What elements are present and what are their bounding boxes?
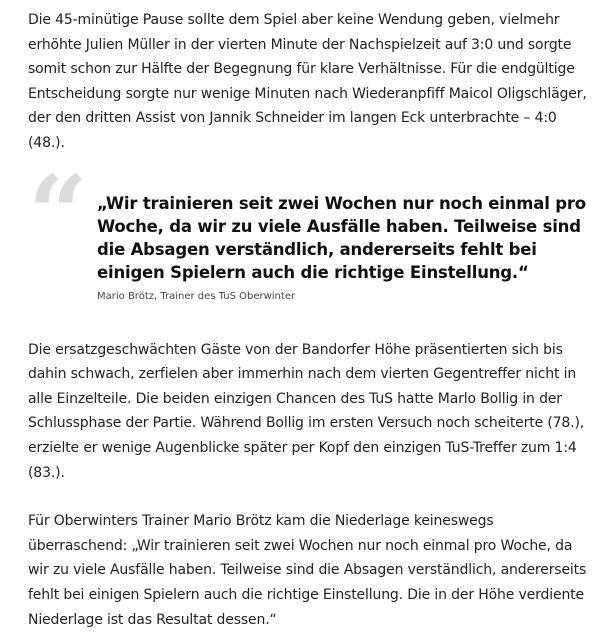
article-paragraph: Für Oberwinters Trainer Mario Brötz kam die Niederlage keineswegs überraschend: „Wir trainieren seit zwei Wochen nur noch einmal pro Woche, da wir zu viele Ausfälle haben. Teilweise sind die Absagen verständlich, andererseits fehlt bei einigen Spielern auch die richtige Einstellung. Die in der Höhe verdiente Niederlage ist das Resultat dessen.“	[28, 513, 587, 628]
article-paragraph: Die 45-minütige Pause sollte dem Spiel aber keine Wendung geben, vielmehr erhöhte Julien Müller in der vierten Minute der Nachspielzeit auf 3:0 und sorgte somit schon zur Hälfte der Begegnung für klare Verhältnisse. Für die endgültige Entscheidung sorgte nur wenige Minuten nach Wiederanpfiff Maicol Oligschläger, der den dritten Assist von Jannik Schneider im langen Eck unterbrachte – 4:0 (48.).	[28, 12, 587, 151]
article-paragraph: Die ersatzgeschwächten Gäste von der Bandorfer Höhe präsentierten sich bis dahin schwach, zerfielen aber immerhin nach dem vierten Gegentreffer nicht in alle Einzelteile. Die beiden einzigen Chancen des TuS hatte Marlo Bollig in der Schlussphase der Partie. Während Bollig im ersten Versuch noch scheiterte (78.), erzielte er wenige Augenblicke später per Kopf den einzigen TuS-Treffer zum 1:4 (83.).	[28, 341, 585, 481]
quote-mark-icon: “	[28, 151, 82, 275]
article-body	[28, 8, 596, 632]
pull-quote	[28, 151, 596, 316]
quote-text: „Wir trainieren seit zwei Wochen nur noch einmal pro Woche, da wir zu viele Ausfälle haben. Teilweise sind die Absagen verständlich, andererseits fehlt bei einigen Spielern auch die richtige Einstellung.“	[97, 193, 586, 282]
quote-author: Mario Brötz, Trainer des TuS Oberwinter	[97, 290, 296, 302]
